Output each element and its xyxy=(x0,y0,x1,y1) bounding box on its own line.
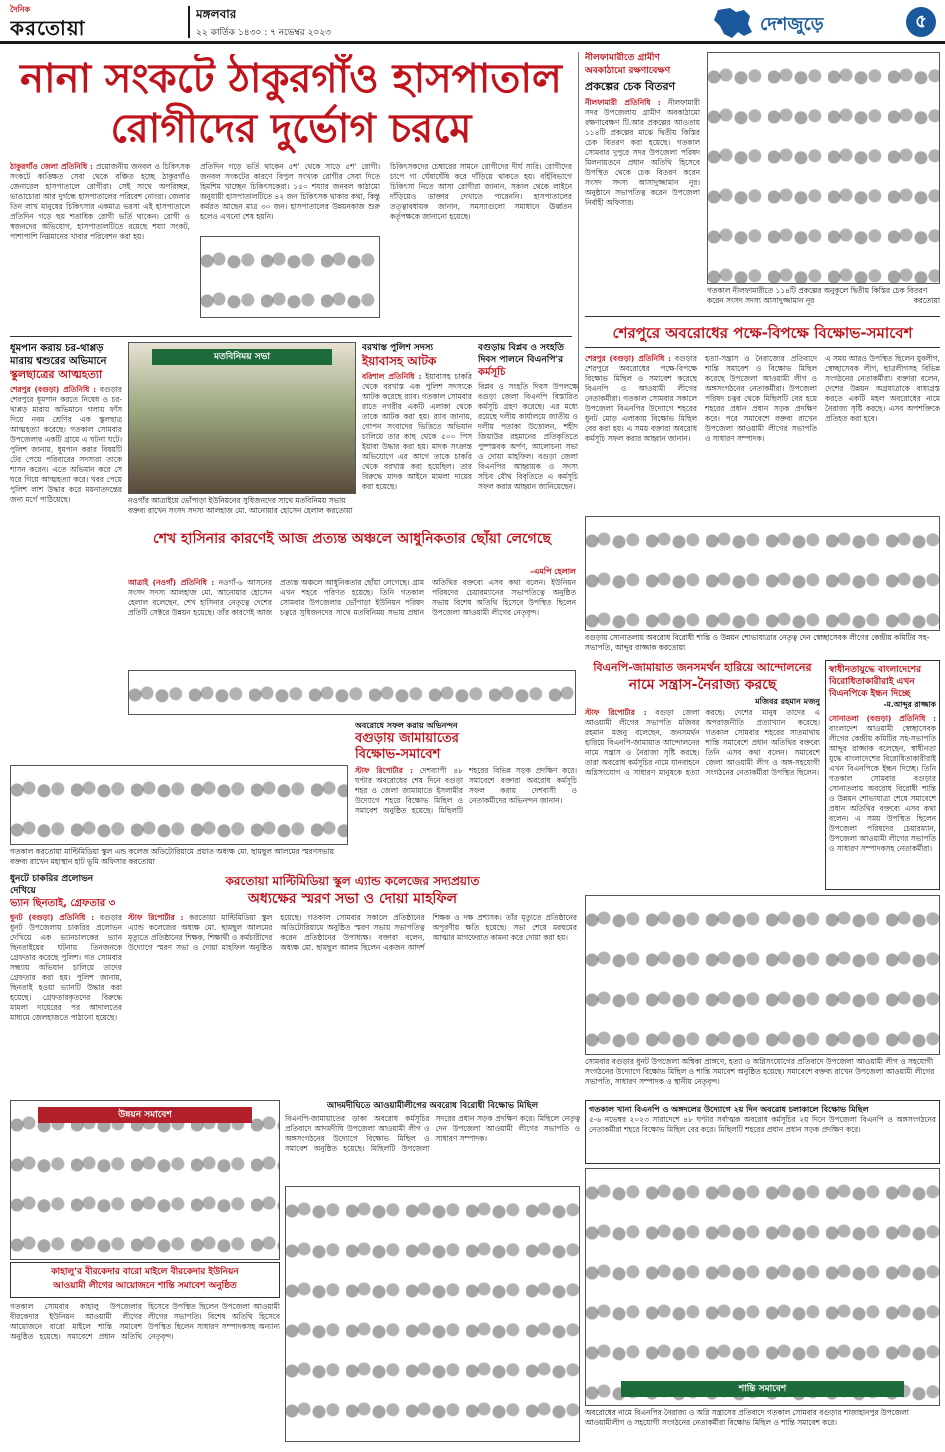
sonatala-photo xyxy=(585,516,940,631)
dhunat-body xyxy=(10,913,122,1023)
nilphamari-byline: নীলফামারী প্রতিনিধি : xyxy=(585,98,661,107)
swadhinata-body xyxy=(829,714,936,854)
jamaat-headline-1: বগুড়ায় জামায়াতের xyxy=(355,731,459,746)
sherpur-column-3: এ সময় আরও উপস্থিত ছিলেন যুবলীগ, স্বেচ্ছাসেবক লীগ, ছাত্রলীগসহ বিভিন্ন সংগঠনের নেতাকর্মীরা। বক্তারা বলেন, দেশের উন্নয়ন অগ্রযাত্রাকে বাধাগ্রস্ত করতে একটি মহল অবরোধের নামে নৈরাজ্য সৃষ্টি করছে। এসব অপশক্তিকে প্রতিহত করা হবে। xyxy=(825,354,940,423)
dhunat-headline-2: ভ্যান ছিনতাই, গ্রেফতার ৩ xyxy=(10,898,116,909)
newspaper-logo[interactable] xyxy=(10,4,180,40)
section-rule xyxy=(10,336,572,337)
motbinimoy-credit: করতোয়া xyxy=(326,506,353,515)
motbinimoy-caption xyxy=(128,496,356,526)
biplob-story xyxy=(478,342,578,532)
swadhinata-reporter: -ম.আব্দুর রাজ্জাক xyxy=(883,700,936,709)
khana-bnp-body: ৫-৬ নভেম্বর ২০২৩ সারাদেশে ৪৮ ঘণ্টার সর্বাত্মক অবরোধ কর্মসূচির ২য় দিনে উপজেলা বিএনপি ও অঙ্গসংগঠনের নেতাকর্মীরা শহরে বিক্ষোভ মিছিল বের করে। মিছিলটি শহরের প্রধান প্রধান সড়ক প্রদক্ষিণ করে। xyxy=(589,1115,936,1134)
masthead xyxy=(0,0,945,44)
dhumpan-headline-2: মারায় শ্বশুরের অভিমানে xyxy=(10,356,107,367)
lead-body xyxy=(10,162,572,332)
issue-date: ২২ কার্তিক ১৪৩০ : ৭ নভেম্বর ২০২৩ xyxy=(196,28,332,38)
sherpur-story xyxy=(585,316,940,511)
column-divider xyxy=(578,52,579,392)
adamdighi-photo xyxy=(285,1186,580,1442)
lead-column-1-text: প্রয়োজনীয় জনবল ও চিকিৎসক সংকটে কাঙ্ক্ষিত সেবা থেকে বঞ্চিত হচ্ছে ঠাকুরগাঁও জেনারেল হাসপাতালে রোগীরা। সেই সাথে অপরিচ্ছন্ন, ভাঙাচোরা আর দুর্গন্ধে হাসপাতালের পরিবেশ নোংরা। জেলার তিন লাখ মানুষের চিকিৎসার একমাত্র ভরসা এই হাসপাতালে প্রতিদিন গড়ে ছয় শতাধিক রোগী ভর্তি থাকেন। রোগী ও স্বজনদের অভিযোগ, হাসপাতালটিতে রয়েছে শয্যা সংকট, পাশাপাশি নিম্নমানের খাবার পরিবেশন করা হয়। xyxy=(10,162,190,241)
sherpur-column-2: হত্যা-সন্ত্রাস ও নৈরাজ্যের প্রতিবাদে শান্তি সমাবেশ ও বিক্ষোভ মিছিল করেছে উপজেলা আওয়ামী লীগ ও অঙ্গসংগঠনের নেতাকর্মীরা। উপজেলা পরিষদ চত্বর থেকে মিছিলটি বের হয়ে শহরের প্রধান প্রধান সড়ক প্রদক্ষিণ করে। পরে সমাবেশে বক্তব্য রাখেন উপজেলা আওয়ামী লীগের সভাপতি ও সাধারণ সম্পাদক। xyxy=(705,354,817,443)
adamdighi-body: বিএনপি-জামায়াতের ডাকা অবরোধ কর্মসূচির প্রতিবাদে আদমদীঘি উপজেলা আওয়ামী লীগ ও অঙ্গসংগঠনের উদ্যোগে বিক্ষোভ মিছিল ও সমাবেশ অনুষ্ঠিত হয়েছে। মিছিলটি উপজেলা সদরের প্রধান সড়ক প্রদক্ষিণ করে। মিছিলে নেতৃত্ব দেন উপজেলা আওয়ামী লীগের সভাপতি ও সাধারণ সম্পাদক। xyxy=(285,1114,580,1153)
dhumpan-body-text: বগুড়ার শেরপুরে ধূমপান করতে নিষেধ ও চর-থাপ্পড় মারায় অভিমানে গলায় ফাঁস দিয়ে নবম শ্রেণির এক স্কুলছাত্র আত্মহত্যা করেছে। গতকাল সোমবার উপজেলার একটি গ্রামে এ ঘটনা ঘটে। পুলিশ জানায়, ধূমপান করার বিষয়টি টের পেয়ে পরিবারের সদস্যরা তাকে শাসন করেন। এতে অভিমান করে সে ঘরে গিয়ে আত্মহত্যা করে। খবর পেয়ে পুলিশ লাশ উদ্ধার করে ময়নাতদন্তের জন্য মর্গে পাঠিয়েছে। xyxy=(10,385,122,504)
page-number-badge: ৫ xyxy=(906,7,936,37)
swadhinata-headline-2: বিরোধিতাকারীরাই এখন xyxy=(829,677,915,687)
sheikh-body-text: নওগাঁ-৬ আসনের সংসদ সদস্য আলহাজ মো. আনোয়ার হোসেন হেলাল বলেছেন, শেখ হাসিনার নেতৃত্বে দেশের প্রতিটি সেক্টরে উন্নয়ন হয়েছে। তাঁর কারণেই আজ প্রত্যন্ত অঞ্চলে আধুনিকতার ছোঁয়া লেগেছে। গ্রাম এখন শহরে পরিণত হয়েছে। তিনি গতকাল সোমবার উপজেলার ভোঁপাড়া ইউনিয়ন পরিষদ চত্বরে সুধিজনদের সাথে মতবিনিময় সভায় প্রধান অতিথির বক্তব্যে এসব কথা বলেন। ইউনিয়ন পরিষদের চেয়ারম্যানের সভাপতিত্বে অনুষ্ঠিত সভায় বিশেষ অতিথি হিসেবে উপস্থিত ছিলেন উপজেলা আওয়ামী লীগের নেতৃবৃন্দ। xyxy=(128,578,576,617)
police-story xyxy=(362,342,472,532)
logo-prefix: দৈনিক xyxy=(10,5,31,14)
hall-caption xyxy=(10,847,348,869)
kahalu-photo xyxy=(10,1100,280,1260)
jamaat-bogura-story xyxy=(355,720,577,885)
kahalu-caption-2: আওয়ামী লীগের আয়োজনে শান্তি সমাবেশ অনুষ্ঠিত xyxy=(53,1281,237,1291)
khana-bnp-story xyxy=(585,1100,940,1164)
hall-caption-text: গতকাল করতোয়া মাল্টিমিডিয়া স্কুল এন্ড কলেজ অডিটোরিয়ামে প্রয়াত অধ্যক্ষ মো. ছামছুল আলমের স্মরণসভায় বক্তব্য রাখেন মহাস্থান হাট ভূমি অফিসার xyxy=(10,847,334,866)
police-body xyxy=(362,372,472,492)
school-body-text: করতোয়া মাল্টিমিডিয়া স্কুল এ্যান্ড কলেজের অধ্যক্ষ মো. ছামছুল আলমের মৃত্যুতে প্রতিষ্ঠানের শিক্ষক, শিক্ষার্থী ও কর্মচারীদের উদ্যোগে স্মরণ সভা ও দোয়া মাহফিল অনুষ্ঠিত হয়েছে। গতকাল সোমবার সকালে প্রতিষ্ঠানের অডিটোরিয়ামে অনুষ্ঠিত স্মরণ সভায় সভাপতিত্ব করেন প্রতিষ্ঠানের উপাধ্যক্ষ। বক্তারা বলেন, অধ্যক্ষ মো. ছামছুল আলম ছিলেন একজন আদর্শ শিক্ষক ও দক্ষ প্রশাসক। তাঁর মৃত্যুতে প্রতিষ্ঠানের অপূরণীয় ক্ষতি হয়েছে। সভা শেষে মরহুমের আত্মার মাগফেরাত কামনা করে দোয়া করা হয়। xyxy=(128,913,577,952)
dhumpan-headline-1: ধূমপান করায় চর-থাপ্পড় xyxy=(10,343,104,354)
sherpur-byline: শেরপুর (বগুড়া) প্রতিনিধি : xyxy=(585,354,672,363)
lead-column-2: প্রতিদিন গড়ে ভর্তি থাকেন ৫শ' থেকে সাড়ে ৫শ' রোগী। জনবল সংকটের কারণে বিপুল সংখ্যক রোগীর সেবা দিতে হিমশিম খাচ্ছেন চিকিৎসকেরা। ১৫০ শয্যার জনবল কাঠামো অনুযায়ী হাসপাতালটিতে ৪২ জন চিকিৎসক থাকার কথা, কিন্তু কর্মরত আছেন মাত্র ৩০ জন। হাসপাতালের উন্নয়নকাজ শুরু হলেও এখনো শেষ হয়নি। xyxy=(200,162,380,221)
section-header xyxy=(710,4,940,42)
dhumpan-byline: শেরপুর (বগুড়া) প্রতিনিধি : xyxy=(10,385,97,394)
biplob-body: বিপ্লব ও সংহতি দিবস উপলক্ষে বগুড়া জেলা বিএনপি বিস্তারিত কর্মসূচি গ্রহণ করেছে। এর মধ্যে রয়েছে দলীয় কার্যালয়ে জাতীয় ও দলীয় পতাকা উত্তোলন, শহীদ জিয়াউর রহমানের প্রতিকৃতিতে পুষ্পস্তবক অর্পণ, আলোচনা সভা ও দোয়া মাহফিল। বগুড়া জেলা বিএনপির আহ্বায়ক ও সদস্য সচিব যৌথ বিবৃতিতে এ কর্মসূচি সফল করার আহ্বান জানিয়েছেন। xyxy=(478,382,578,491)
dhunat-awamileague-caption: সোমবার বগুড়ার ধুনট উপজেলা অম্বিকা প্রাঙ্গণে, হত্যা ও অগ্নিসংযোগের প্রতিবাদে উপজেলা আওয়ামী লীগ ও সহযোগী সংগঠনের উদ্যোগে বিক্ষোভ মিছিল ও শান্তি সমাবেশ অনুষ্ঠিত হয়েছে। সমাবেশে বক্তব্য রাখেন উপজেলা আওয়ামী লীগের সভাপতি, সাধারণ সম্পাদক ও স্থানীয় নেতৃবৃন্দ। xyxy=(585,1057,935,1086)
adamdighi-story xyxy=(285,1100,580,1442)
khana-bnp-title: গতকাল খানা বিএনপি ও অঙ্গদলের উদ্যোগে ২য় দিন অবরোধ চলাকালে বিক্ষোভ মিছিল xyxy=(589,1105,869,1114)
dhumpan-headline-3: স্কুলছাত্রের আত্মহত্যা xyxy=(10,368,103,381)
sheikh-headline[interactable]: শেখ হাসিনার কারণেই আজ প্রত্যন্ত অঞ্চলে আধুনিকতার ছোঁয়া লেগেছে xyxy=(153,531,551,547)
sheikh-story xyxy=(128,530,576,715)
kahalu-body: গতকাল সোমবার কাহালু উপজেলার বীরকেদার ইউনিয়ন আওয়ামী লীগের আয়োজনে বারো মাইলে শান্তি সমাবেশ অনুষ্ঠিত হয়েছে। সমাবেশে প্রধান অতিথি হিসেবে উপস্থিত ছিলেন উপজেলা আওয়ামী লীগের সভাপতি। বিশেষ অতিথি হিসেবে উপস্থিত ছিলেন সাধারণ সম্পাদকসহ অন্যান্য নেতৃবৃন্দ। xyxy=(10,1302,280,1341)
swadhinata-story xyxy=(825,660,940,890)
lead-photo xyxy=(200,236,380,318)
nilphamari-body xyxy=(585,98,700,312)
biplob-headline-3: কর্মসূচি xyxy=(478,367,506,378)
motbinimoy-caption-text: নওগাঁর আত্রাইয়ে ভোঁপাড়া ইউনিয়নের সুধিজনদের সাথে মতবিনিময় সভায় বক্তব্য রাখেন সংসদ সদস্য আলহাজ মো. আনোয়ার হোসেন হেলাল xyxy=(128,496,346,515)
bnp-jamaat-story xyxy=(585,660,820,890)
nilphamari-caption-text: গতকাল নীলফামারীতে ১১৪টি প্রকল্পের অনুকূলে দ্বিতীয় কিস্তির চেক বিতরণ করেন সংসদ সদস্য আসাদুজ্জামান নূর xyxy=(707,286,928,305)
school-byline: স্টাফ রিপোর্টার : xyxy=(128,913,184,922)
police-headline: ইয়াবাসহ আটক xyxy=(362,354,437,368)
sheikh-reporter: -এমপি হেলাল xyxy=(529,567,576,576)
jamaat-body-text: দেশব্যাপী ৪৮ ঘণ্টার অবরোধের শেষ দিনে বগুড়া শহর ও জেলা জামায়াতে ইসলামীর উদ্যোগে শহরে বিক্ষোভ মিছিল ও সমাবেশ অনুষ্ঠিত হয়েছে। মিছিলটি শহরের বিভিন্ন সড়ক প্রদক্ষিণ করে। সমাবেশে বক্তারা অবরোধ কর্মসূচি সফল করায় দেশবাসী ও নেতাকর্মীদের অভিনন্দন জানান। xyxy=(355,766,577,815)
masthead-divider xyxy=(188,6,190,38)
sheikh-byline: আত্রাই (নওগাঁ) প্রতিনিধি : xyxy=(128,578,215,587)
dhunat-story xyxy=(10,873,122,1098)
kahalu-caption-box xyxy=(10,1262,280,1298)
karatoa-school-story xyxy=(128,873,577,1098)
dhunat-awamileague-photo xyxy=(585,895,940,1055)
nilphamari-headline: প্রকল্পের চেক বিতরণ xyxy=(585,80,676,93)
swadhinata-headline-1: স্বাধীনতাযুদ্ধে বাংলাদেশের xyxy=(829,665,922,675)
section-name: দেশজুড়ে xyxy=(760,14,824,35)
jamaat-headline-2: বিক্ষোভ-সমাবেশ xyxy=(355,747,441,762)
shajahanpur-banner: শান্তি সমাবেশ xyxy=(621,1381,903,1397)
bnp-jamaat-headline-1[interactable]: বিএনপি-জামায়াত জনসমর্থন হারিয়ে আন্দোলনের xyxy=(593,661,812,674)
jamaat-body xyxy=(355,766,577,816)
issue-day: মঙ্গলবার xyxy=(196,7,237,21)
kahalu-banner: উন্নয়ন সমাবেশ xyxy=(38,1107,252,1123)
swadhinata-headline-3: বিএনপিকে ইন্ধন দিচ্ছে xyxy=(829,689,911,699)
motbinimoy-banner: মতবিনিময় সভা xyxy=(152,349,333,365)
nilphamari-kicker: নীলফামারীতে গ্রামীণ অবকাঠামো রক্ষণাবেক্ষণ xyxy=(585,53,671,76)
lead-byline: ঠাকুরগাঁও জেলা প্রতিনিধি : xyxy=(10,162,93,171)
jamaat-byline: স্টাফ রিপোর্টার : xyxy=(355,766,413,775)
lead-headline-line-1: নানা সংকটে ঠাকুরগাঁও হাসপাতাল xyxy=(20,56,562,102)
logo-name: করতোয়া xyxy=(10,16,86,40)
nilphamari-body-text: নীলফামারী সদর উপজেলায় গ্রামীণ অবকাঠামো রক্ষণাবেক্ষণ টি.আর প্রকল্পের আওতায় ১১৪টি প্রকল্পের মাঝে দ্বিতীয় কিস্তির চেক বিতরণ করা হয়েছে। গতকাল সোমবার দুপুরে সদর উপজেলা পরিষদ মিলনায়তনে প্রধান অতিথি হিসেবে উপস্থিত থেকে চেক বিতরণ করেন সংসদ সদস্য আসাদুজ্জামান নূর। অনুষ্ঠানে সভাপতিত্ব করেন উপজেলা নির্বাহী অফিসার। xyxy=(585,98,700,207)
sonatala-credit: করতোয়া xyxy=(658,643,686,652)
school-body xyxy=(128,913,577,1098)
shajahanpur-caption: অবরোধের নামে বিএনপির নৈরাজ্য ও অগ্নি সন্ত্রাসের প্রতিবাদে গতকাল সোমবার বগুড়ার শাজাহানপুর উপজেলা আওয়ামীলীগ ও সহযোগী সংগঠনের নেতাকর্মীরা বিক্ষোভ মিছিল ও শান্তি সমাবেশ করে। xyxy=(585,1408,909,1427)
swadhinata-body-text: বাংলাদেশ আওয়ামী স্বেচ্ছাসেবক লীগের কেন্দ্রীয় কমিটির সহ-সভাপতি আব্দুর রাজ্জাক বলেছেন, স্বাধীনতা যুদ্ধে বাংলাদেশের বিরোধিতাকারীরাই এখন বিএনপিকে ইন্ধন দিচ্ছে। তিনি গতকাল সোমবার বগুড়ার সোনাতলায় অবরোধ বিরোধী শান্তি ও উন্নয়ন শোভাযাত্রা শেষে সমাবেশে প্রধান অতিথির বক্তব্যে এসব কথা বলেন। এ সময় উপস্থিত ছিলেন উপজেলা পরিষদের চেয়ারম্যান, উপজেলা আওয়ামী লীগের সভাপতি ও সাধারণ সম্পাদকসহ নেতাকর্মীরা। xyxy=(829,724,936,853)
hall-credit: করতোয়া xyxy=(128,857,155,866)
sherpur-column-1 xyxy=(585,354,697,511)
bnp-jamaat-body xyxy=(585,708,820,890)
biplob-headline-1: বগুড়ায় বিপ্লব ও সংহতি xyxy=(478,343,564,353)
sherpur-headline[interactable]: শেরপুরে অবরোধের পক্ষে-বিপক্ষে বিক্ষোভ-সমাবেশ xyxy=(585,316,940,348)
shajahanpur-photo xyxy=(585,1168,940,1406)
kahalu-caption-title: কাহালু'র বীরকেদার বারো মাইলে বীরকেদার ইউনিয়ন xyxy=(51,1267,239,1277)
dhumpan-story xyxy=(10,342,122,762)
police-kicker: বরখাস্ত পুলিশ সদস্য xyxy=(362,343,434,353)
sherpur-column-1-text: বগুড়ার শেরপুরে অবরোধের পক্ষে-বিপক্ষে বিক্ষোভ মিছিল ও সমাবেশ করেছে বিএনপি ও আওয়ামী লীগের নেতাকর্মীরা। গতকাল সোমবার সকালে উপজেলা বিএনপির উদ্যোগে শহরের ধুনট মোড় এলাকায় বিক্ষোভ মিছিল বের করা হয়। এ সময় বক্তারা অবরোধ কর্মসূচি সফল করার আহ্বান জানান। xyxy=(585,354,697,443)
motbinimoy-photo xyxy=(128,342,356,494)
lead-headline-line-2: রোগীদের দুর্ভোগ চরমে xyxy=(110,106,472,152)
sonatala-caption xyxy=(585,633,940,655)
sonatala-caption-text: বগুড়ায় সোনাতলায় অবরোধ বিরোধী শান্তি ও উন্নয়ন শোভাযাত্রার নেতৃত্ব দেন স্বেচ্ছাসেবক লীগের কেন্দ্রীয় কমিটির সহ-সভাপতি, আব্দুর রাজ্জাক xyxy=(585,633,930,652)
police-body-text: ইয়াবাসহ চাকরি থেকে বরখাস্ত এক পুলিশ সদস্যকে আটক করেছে র‌্যাব। গতকাল সোমবার রাতে নগরীর একটি এলাকা থেকে তাকে আটক করা হয়। র‌্যাব জানায়, গোপন সংবাদের ভিত্তিতে অভিযান চালিয়ে তার কাছ থেকে ৫০০ পিস ইয়াবা উদ্ধার করা হয়। মাদক সংক্রান্ত অভিযোগে এর আগে তাকে চাকরি থেকে বরখাস্ত করা হয়েছিল। তার বিরুদ্ধে মাদক আইনে মামলা দায়ের করা হয়েছে। xyxy=(362,372,472,491)
bnp-jamaat-byline: স্টাফ রিপোর্টার : xyxy=(585,708,647,717)
bnp-jamaat-body-text: বগুড়া জেলা আওয়ামী লীগের সভাপতি মজিবর রহমান মজনু বলেছেন, জনসমর্থন হারিয়ে বিএনপি-জামায়াত আন্দোলনের নামে সন্ত্রাস ও নৈরাজ্য সৃষ্টি করছে। তারা অবরোধ কর্মসূচির নামে যানবাহনে অগ্নিসংযোগ ও সাধারণ মানুষকে হত্যা করছে। দেশের মানুষ তাদের এ অপরাজনীতি প্রত্যাখ্যান করেছে। গতকাল সোমবার শহরের সাতমাথায় শান্তি সমাবেশে প্রধান অতিথির বক্তব্যে তিনি এসব কথা বলেন। সমাবেশে জেলা আওয়ামী লীগ ও অঙ্গ-সহযোগী সংগঠনের নেতাকর্মীরা উপস্থিত ছিলেন। xyxy=(585,708,820,777)
nilphamari-story xyxy=(585,52,940,312)
dhumpan-body xyxy=(10,385,122,505)
hall-photo xyxy=(10,765,348,845)
lead-column-3: চিকিৎসকদের চেম্বারের সামনে রোগীদের দীর্ঘ সারি। রোগীদের চাপে গা ঘেঁষাঘেঁষি করে দাঁড়িয়ে থাকতে হয়। বর্হিবিভাগে চিকিৎসা নিতে আসা রোগীরা জানান, সকাল থেকে লাইনে দাঁড়িয়েও ডাক্তার দেখাতে পারেননি। হাসপাতালের তত্ত্বাবধায়ক জানান, সমস্যাগুলো সমাধানে ঊর্ধ্বতন কর্তৃপক্ষকে জানানো হয়েছে। xyxy=(390,162,572,221)
dhunat-byline: ধুনট (বগুড়া) প্রতিনিধি : xyxy=(10,913,95,922)
bangladesh-map-icon xyxy=(710,6,756,40)
biplob-headline-2: দিবস পালনে বিএনপি'র xyxy=(478,355,564,365)
sheikh-body xyxy=(128,578,576,668)
jamaat-kicker: অবরোধে সফল করায় অভিনন্দন xyxy=(355,721,458,730)
bnp-jamaat-headline-2[interactable]: নামে সন্ত্রাস-নৈরাজ্য করছে xyxy=(628,677,777,693)
school-headline-1[interactable]: করতোয়া মাল্টিমিডিয়া স্কুল এ্যান্ড কলেজের সদ্যপ্রয়াত xyxy=(225,874,480,888)
adamdighi-caption-title: আদমদীঘিতে আওয়ামীলীগের অবরোধ বিরোধী বিক্ষোভ মিছিল xyxy=(326,1101,539,1111)
swadhinata-byline: সোনাতলা (বগুড়া) প্রতিনিধি : xyxy=(829,714,936,723)
lead-column-1 xyxy=(10,162,190,332)
dhunat-headline-1: ধুনটে চাকরির প্রলোভন দেখিয়ে xyxy=(10,874,94,896)
lead-headline[interactable] xyxy=(10,54,572,158)
nilphamari-photo xyxy=(707,52,940,284)
police-byline: বরিশাল প্রতিনিধি : xyxy=(362,372,422,381)
nilphamari-caption xyxy=(707,286,940,312)
bnp-jamaat-reporter: মজিবর রহমান মজনু xyxy=(755,697,820,706)
school-headline-2[interactable]: অধ্যক্ষের স্মরণ সভা ও দোয়া মাহফিল xyxy=(247,891,458,907)
nilphamari-credit: করতোয়া xyxy=(913,296,940,305)
sheikh-photo xyxy=(128,670,576,715)
dhunat-body-text: বগুড়ার ধুনট উপজেলায় চাকরির প্রলোভন দেখিয়ে এক ভ্যানচালকের ভ্যান ছিনতাইয়ের ঘটনায় তিনজনকে গ্রেফতার করেছে পুলিশ। গত সোমবার সন্ধ্যায় অভিযান চালিয়ে তাদের গ্রেফতার করা হয়। পুলিশ জানায়, ছিনতাই হওয়া ভ্যানটি উদ্ধার করা হয়েছে। গ্রেফতারকৃতদের বিরুদ্ধে মামলা দায়েরের পর আদালতের মাধ্যমে জেলহাজতে পাঠানো হয়েছে। xyxy=(10,913,122,1022)
